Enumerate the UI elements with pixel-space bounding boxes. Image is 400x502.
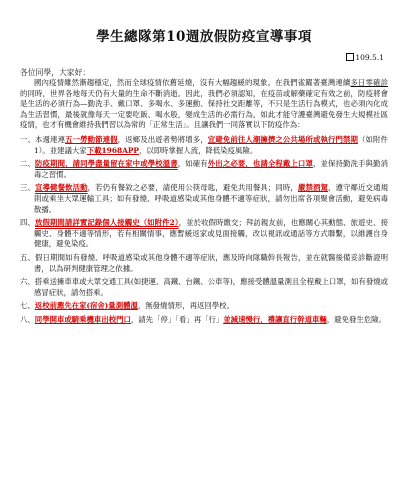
emphasis-text: 同學開車或騎乘機車出校門口 <box>34 314 131 324</box>
body-text: ，並保持勤洗手與勤消毒之習慣。 <box>34 159 388 179</box>
item-number: 五、 <box>20 252 36 262</box>
body-text: ，無發燒情形，再返回學校。 <box>137 301 234 311</box>
emphasis-text: 放假期間請詳實記錄個人接觸史（如附件2） <box>34 218 179 228</box>
notice-item <box>20 277 388 298</box>
body-text: ，請先「停」「看」再「行」 <box>130 314 224 324</box>
item-number: 三、 <box>20 183 36 193</box>
body-text: 國內疫情雖然漸趨穩定，然而全球疫情依舊延燒，沒有大幅趨緩的現象。在我們雀躍著臺灣連續 <box>34 78 351 87</box>
notice-item <box>20 159 388 180</box>
notice-list <box>20 135 388 326</box>
emphasis-text: 嚴禁酒駕 <box>297 183 328 193</box>
body-text: ，返鄉及出遊者勢將增多， <box>117 134 208 144</box>
body-text: ，若仍有餐敘之必要，請使用公筷母匙，避免共用餐具；同時， <box>87 183 298 193</box>
intro-paragraph <box>20 78 388 131</box>
body-text: ，避免發生危險。 <box>326 314 386 324</box>
body-text: ，以即時掌握人流，降低染疫風險。 <box>138 145 258 155</box>
notice-item <box>20 315 388 326</box>
checkbox-icon <box>346 53 354 61</box>
emphasis-text: 防疫期間，請同學盡量留在家中或學校溫書 <box>35 159 178 169</box>
page-title: 學生總隊第10週放假防疫宣導事項 <box>96 29 312 45</box>
notice-item <box>20 218 388 250</box>
emphasis-text: 並減速慢行，禮讓直行幹道車輛 <box>223 314 327 324</box>
emphasis-text: 外出之必要，也請全程戴上口罩 <box>207 159 313 169</box>
notice-item <box>20 253 388 274</box>
item-number: 七、 <box>20 301 35 311</box>
emphasis-text: 宜避免前往人潮擁擠之公共場所或執行門禁期 <box>207 134 359 144</box>
notice-item <box>20 301 388 312</box>
greeting: 各位同學，大家好： <box>20 68 91 77</box>
emphasis-text: 宣導健餐飲活動 <box>35 183 88 193</box>
body-text: ，並於收假時繳交；拜訪親友前，也應關心其動態、旅遊史、接觸史、身體不適等情形，若有相關情事，應暫緩返家或見面接觸，改以視訊或通話等方式聯繫，以維護自身健康，避免染疫。 <box>34 218 388 249</box>
item-number: 二、 <box>20 159 36 169</box>
emphasis-text: 下載1968APP <box>86 145 139 155</box>
body-text: （如附件1）。並建議大家 <box>34 134 388 155</box>
emphasis-text: 五一勞動節連假 <box>65 134 118 144</box>
item-number: 六、 <box>20 277 35 287</box>
emphasis-text: 多日零確診 <box>350 78 388 87</box>
body-text: 假日期間如有發燒、呼吸道感染或其他身體不適等症狀，應及時向隊職幹長報告，並在就醫後備妥診斷證明書，以為研判健康管理之依據。 <box>34 252 388 273</box>
notice-item <box>20 135 388 156</box>
document-date <box>20 52 388 64</box>
notice-item <box>20 183 388 215</box>
emphasis-text: 返校前應先在家(宿舍)量測體溫 <box>34 301 138 311</box>
item-number: 四、 <box>20 218 35 228</box>
body-text: ，如確有 <box>177 159 208 169</box>
body-text: 本週連連 <box>35 134 66 144</box>
body-text: ，遵守鄰近交通規則或乘坐大眾運輸工具；如有發燒、呼吸道感染或其他身體不適等症狀，請勿出席各項聚會活動，避免病毒散播。 <box>34 183 388 214</box>
body-text: 的同時，世界各地每天仍有大量的生命不斷消逝。因此，我們必須認知，在疫苗或解藥確定有效之前，防疫將會是生活的必須行為—勤洗手、戴口罩、多喝水、多運動、保持社交距離等，不只是生活行為模式，也必須內化成為生活習慣，最後就像每天一定要吃飯、喝水般，變成生活的必需行為，如此才能守護臺灣避免發生大規模社區疫情，也才有機會維持我們習以為常的「正常生活」。且讓我們一同落實以下防疫作為： <box>20 88 388 130</box>
body-text: 搭乘送擁車車或大眾交通工具(如捷運、高鐵、台鐵、公車等)，應接受體溫量測且全程戴上口罩，如有發燒或感冒症狀，請勿搭乘。 <box>34 277 388 297</box>
item-number: 八、 <box>20 314 35 324</box>
item-number: 一、 <box>20 134 36 144</box>
date-text: 109.5.1 <box>355 53 384 62</box>
